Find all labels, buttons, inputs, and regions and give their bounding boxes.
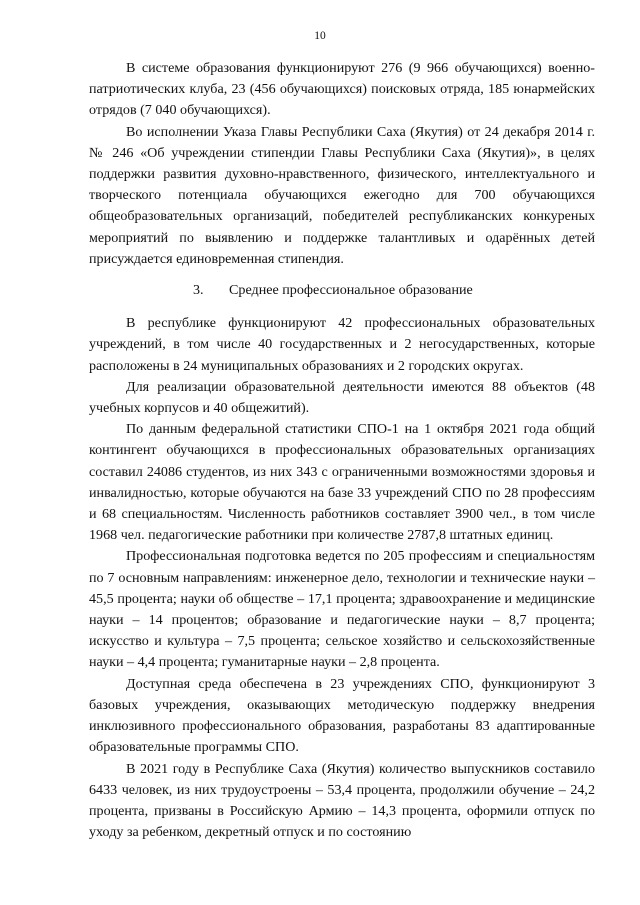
- paragraph-statistics: По данным федеральной статистики СПО-1 на 1 октября 2021 года общий контингент обучающихся в профессиональных образовательных организациях составил 24086 студентов, из них 343 с ограниченными возможностями здоровья и инвалидностью, которые обучаются на базе 33 учреждений СПО по 28 профессиям и 68 специальностям. Численность работников составляет 3900 чел., в том числе 1968 чел. педагогические работники при количестве 2787,8 штатных единиц.: [89, 421, 595, 544]
- section-heading: [89, 280, 595, 301]
- paragraph-institutions: В республике функционируют 42 профессиональных образовательных учреждений, в том числе 40 государственных и 2 негосударственных, которые расположены в 24 муниципальных образованиях и 2 городских округах.: [89, 315, 595, 374]
- paragraph-scholarship-decree: Во исполнении Указа Главы Республики Саха (Якутия) от 24 декабря 2014 г. № 246 «Об учреждении стипендии Главы Республики Саха (Якутия)», в целях поддержки развития духовно-нравственного, физического, интеллектуального и творческого потенциала обучающихся ежегодно для 700 обучающихся общеобразовательных организаций, победителей республиканских конкуреных мероприятий по выявлению и поддержке талантливых и одарённых детей присуждается единовременная стипендия.: [89, 123, 595, 267]
- paragraph-training-directions: Профессиональная подготовка ведется по 205 профессиям и специальностям по 7 основным направлениям: инженерное дело, технологии и технические науки – 45,5 процента; науки об обществе – 17,1 процента; здравоохранение и медицинские науки – 14 процентов; образование и педагогические науки – 8,7 процента; искусство и культура – 7,5 процента; сельское хозяйство и сельскохозяйственные науки – 4,4 процента; гуманитарные науки – 2,8 процента.: [89, 548, 595, 671]
- paragraph-accessible-environment: Доступная среда обеспечена в 23 учреждениях СПО, функционируют 3 базовых учреждения, оказывающих методическую поддержку внедрения инклюзивного профессионального образования, разработаны 83 адаптированные образовательные программы СПО.: [89, 675, 595, 756]
- document-body: [89, 58, 595, 843]
- paragraph-facilities: Для реализации образовательной деятельности имеются 88 объектов (48 учебных корпусов и 40 общежитий).: [89, 378, 595, 417]
- page-number: 10: [314, 30, 326, 42]
- paragraph-graduates: В 2021 году в Республике Саха (Якутия) количество выпускников составило 6433 человек, из них трудоустроены – 53,4 процента, продолжили обучение – 24,2 процента, призваны в Российскую Армию – 14,3 процента, оформили отпуск по уходу за ребенком, декретный отпуск и по состоянию: [89, 760, 595, 841]
- paragraph-military-patriotic-clubs: В системе образования функционируют 276 (9 966 обучающихся) военно- патриотических клуба, 23 (456 обучающихся) поисковых отряда, 185 юнармейских отрядов (7 040 обучающихся).: [89, 60, 595, 119]
- section-title: Среднее профессиональное образование: [229, 282, 473, 299]
- section-number: 3.: [193, 282, 204, 299]
